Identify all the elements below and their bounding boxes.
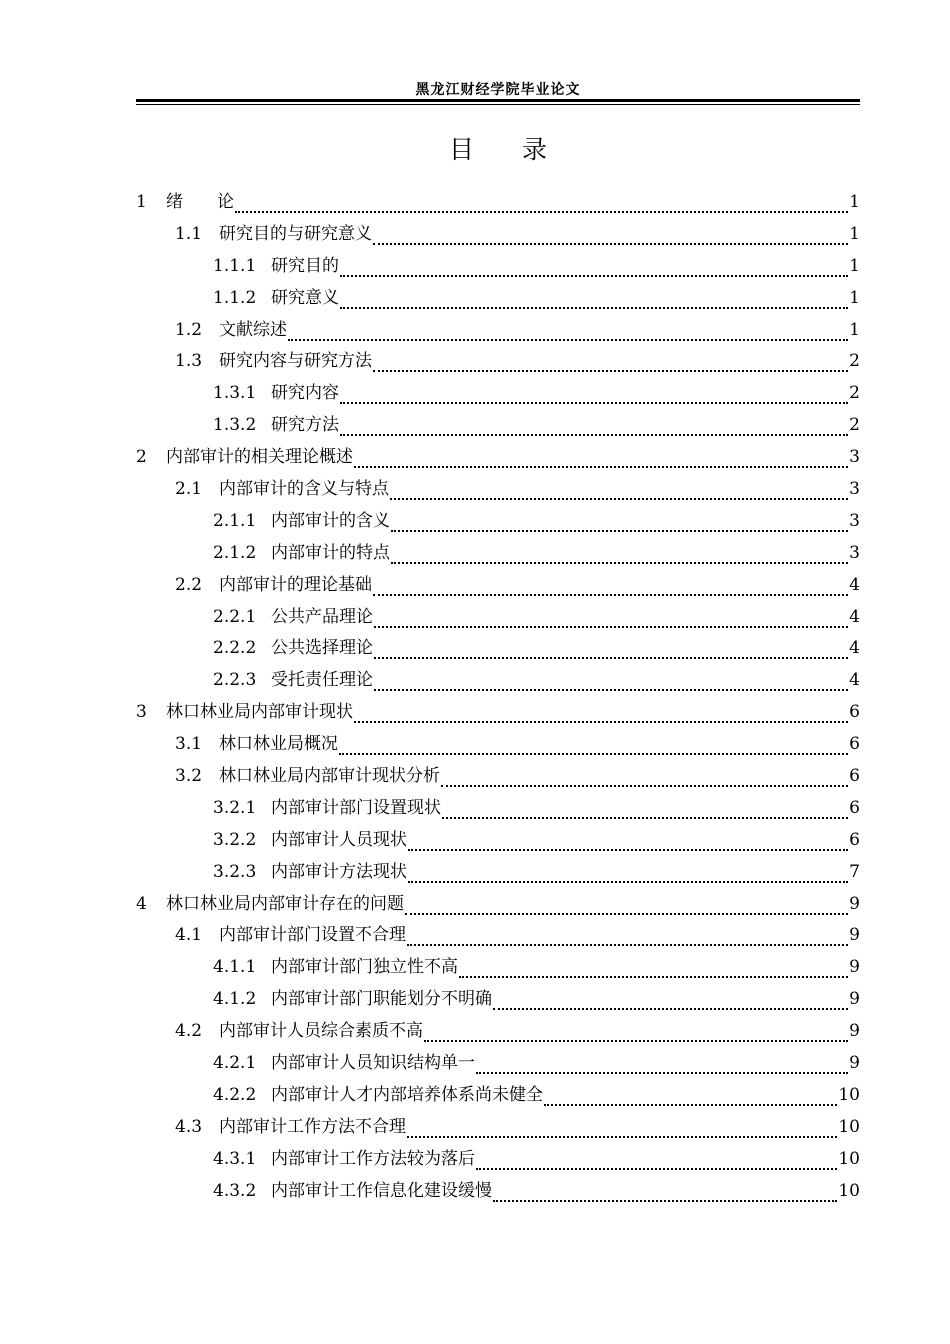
toc-entry[interactable] [136, 1048, 860, 1080]
toc-title-char-1: 目 [448, 135, 474, 164]
toc-entry[interactable] [136, 761, 860, 793]
toc-entry-page: 6 [849, 766, 860, 787]
toc-entry-page: 4 [849, 638, 860, 659]
toc-entry-page: 9 [849, 1021, 860, 1042]
toc-entry-page: 9 [849, 925, 860, 946]
toc-leader-dots [374, 657, 848, 659]
toc-entry[interactable] [136, 283, 860, 315]
toc-entry-page: 2 [849, 383, 860, 404]
toc-entry[interactable] [136, 346, 860, 378]
toc-entry-title: 林口林业局概况 [219, 734, 338, 755]
toc-entry[interactable] [136, 602, 860, 634]
toc-leader-dots [354, 466, 848, 468]
toc-entry-page: 10 [838, 1180, 860, 1201]
toc-entry-title: 内部审计部门设置不合理 [219, 925, 406, 946]
toc-entry-title: 内部审计的理论基础 [219, 574, 372, 595]
toc-entry-number: 4.1.2 [213, 989, 257, 1010]
toc-entry-number: 2.1.2 [213, 542, 257, 563]
toc-entry-page: 1 [849, 223, 860, 244]
toc-entry-number: 1.3.1 [213, 383, 257, 404]
toc-entry-title: 研究目的 [271, 255, 339, 276]
toc-leader-dots [235, 211, 848, 213]
toc-leader-dots [374, 626, 848, 628]
toc-entry-number: 4.1.1 [213, 957, 257, 978]
toc-leader-dots [476, 1072, 848, 1074]
toc-leader-dots [405, 913, 848, 915]
toc-entry-number: 3.1 [175, 734, 203, 755]
toc-leader-dots [442, 817, 848, 819]
toc-leader-dots [493, 1200, 837, 1202]
toc-entry[interactable] [136, 538, 860, 570]
toc-entry-page: 10 [838, 1116, 860, 1137]
toc-entry-number: 1.3 [175, 351, 203, 372]
toc-entry-number: 3.2.1 [213, 797, 257, 818]
toc-entry-number: 1.1.2 [213, 287, 257, 308]
toc-entry-title: 研究意义 [271, 287, 339, 308]
toc-entry-number: 1 [136, 192, 147, 212]
toc-entry-title: 内部审计的含义 [271, 510, 390, 531]
toc-entry[interactable] [136, 984, 860, 1016]
toc-entry-page: 4 [849, 606, 860, 627]
toc-entry-page: 9 [849, 1053, 860, 1074]
toc-entry[interactable] [136, 857, 860, 889]
toc-entry-title: 内部审计人员综合素质不高 [219, 1021, 423, 1042]
toc-leader-dots [288, 339, 848, 341]
toc-entry-number: 2.1.1 [213, 510, 257, 531]
toc-entry[interactable] [136, 825, 860, 857]
toc-entry[interactable] [136, 1112, 860, 1144]
toc-entry-title: 林口林业局内部审计存在的问题 [166, 893, 404, 914]
toc-leader-dots [391, 530, 848, 532]
toc-entry-number: 1.1 [175, 223, 203, 244]
toc-entry-title: 研究内容与研究方法 [219, 351, 372, 372]
toc-entry-title: 文献综述 [219, 319, 287, 340]
toc-entry[interactable] [136, 697, 860, 729]
toc-entry-number: 4.3 [175, 1116, 203, 1137]
toc-entry-page: 6 [849, 702, 860, 723]
toc-entry-page: 3 [849, 479, 860, 500]
header-rule-thick [136, 99, 860, 102]
toc-leader-dots [391, 562, 848, 564]
toc-entry[interactable] [136, 793, 860, 825]
toc-leader-dots [459, 976, 848, 978]
header-rule-thin [136, 104, 860, 105]
toc-entry-number: 2.2.1 [213, 606, 257, 627]
toc-entry-title: 研究内容 [271, 383, 339, 404]
toc-entry-number: 4.2.1 [213, 1053, 257, 1074]
toc-entry[interactable] [136, 729, 860, 761]
toc-entry-title: 内部审计部门职能划分不明确 [271, 989, 492, 1010]
toc-entry-title: 林口林业局内部审计现状分析 [219, 766, 440, 787]
toc-entry-page: 1 [849, 319, 860, 340]
toc-entry-number: 3.2.3 [213, 861, 257, 882]
toc-entry-page: 9 [849, 957, 860, 978]
toc-leader-dots [373, 594, 848, 596]
toc-leader-dots [476, 1168, 837, 1170]
toc-leader-dots [373, 243, 848, 245]
toc-entry-page: 10 [838, 1148, 860, 1169]
toc-entry-number: 4 [136, 893, 147, 914]
toc-entry[interactable] [136, 570, 860, 602]
toc-leader-dots [407, 944, 848, 946]
toc-entry-title: 内部审计人员知识结构单一 [271, 1053, 475, 1074]
toc-entry-title: 内部审计的特点 [271, 542, 390, 563]
toc-entry-number: 4.2.2 [213, 1084, 257, 1105]
toc-entry-number: 1.1.1 [213, 255, 257, 276]
toc-entry[interactable] [136, 1016, 860, 1048]
toc-entry-title: 内部审计工作方法较为落后 [271, 1148, 475, 1169]
toc-entry[interactable] [136, 410, 860, 442]
toc-entry-title: 内部审计人才内部培养体系尚未健全 [271, 1084, 543, 1105]
toc-entry-page: 6 [849, 734, 860, 755]
toc-leader-dots [339, 753, 848, 755]
toc-entry-page: 4 [849, 574, 860, 595]
toc-leader-dots [390, 498, 848, 500]
toc-leader-dots [441, 785, 848, 787]
toc-entry[interactable] [136, 920, 860, 952]
toc-entry-title: 林口林业局内部审计现状 [166, 702, 353, 723]
toc-entry-title: 绪 论 [166, 192, 234, 212]
toc-entry-title: 研究方法 [271, 415, 339, 436]
toc-leader-dots [493, 1008, 848, 1010]
toc-entry-number: 4.2 [175, 1021, 203, 1042]
header-title: 黑龙江财经学院毕业论文 [415, 82, 581, 98]
toc-entry-page: 2 [849, 351, 860, 372]
toc-leader-dots [407, 1136, 837, 1138]
toc-entry-page: 3 [849, 510, 860, 531]
toc-entry[interactable] [136, 1080, 860, 1112]
toc-entry-title: 公共选择理论 [271, 638, 373, 659]
toc-leader-dots [424, 1040, 848, 1042]
toc-leader-dots [408, 881, 848, 883]
toc-entry-number: 1.3.2 [213, 415, 257, 436]
toc-entry[interactable] [136, 219, 860, 251]
toc-entry[interactable] [136, 474, 860, 506]
toc-entry-page: 7 [849, 861, 860, 882]
toc-entry-number: 2.2.2 [213, 638, 257, 659]
toc-leader-dots [544, 1104, 837, 1106]
toc-entry[interactable] [136, 187, 860, 219]
toc-entry-number: 2 [136, 447, 147, 468]
toc-entry[interactable] [136, 1144, 860, 1176]
toc-entry[interactable] [136, 442, 860, 474]
toc-entry-title: 内部审计人员现状 [271, 829, 407, 850]
toc-leader-dots [340, 275, 848, 277]
toc-leader-dots [374, 689, 848, 691]
toc-entry-number: 4.3.2 [213, 1180, 257, 1201]
toc-entry-page: 1 [849, 255, 860, 276]
toc-entry-number: 1.2 [175, 319, 203, 340]
toc-entry[interactable] [136, 315, 860, 347]
toc-entry[interactable] [136, 506, 860, 538]
toc-entry-number: 2.2 [175, 574, 203, 595]
toc-entry-title: 研究目的与研究意义 [219, 223, 372, 244]
toc-leader-dots [408, 849, 848, 851]
toc-entry-page: 3 [849, 447, 860, 468]
toc-entry-number: 3.2.2 [213, 829, 257, 850]
toc-title [136, 130, 860, 170]
table-of-contents [136, 187, 860, 1208]
toc-entry-page: 2 [849, 415, 860, 436]
toc-entry-page: 9 [849, 989, 860, 1010]
toc-leader-dots [373, 370, 848, 372]
toc-entry-title: 内部审计的含义与特点 [219, 479, 389, 500]
toc-entry-title: 受托责任理论 [271, 670, 373, 691]
toc-entry[interactable] [136, 952, 860, 984]
toc-title-char-2: 录 [522, 135, 548, 164]
toc-leader-dots [354, 721, 848, 723]
toc-leader-dots [340, 402, 848, 404]
toc-entry-title: 公共产品理论 [271, 606, 373, 627]
toc-entry-page: 3 [849, 542, 860, 563]
toc-entry[interactable] [136, 665, 860, 697]
toc-entry-number: 2.2.3 [213, 670, 257, 691]
toc-entry-page: 6 [849, 829, 860, 850]
toc-entry-page: 6 [849, 797, 860, 818]
toc-entry-title: 内部审计方法现状 [271, 861, 407, 882]
toc-entry-number: 2.1 [175, 479, 203, 500]
toc-entry-page: 1 [849, 192, 860, 212]
toc-entry[interactable] [136, 633, 860, 665]
toc-entry-number: 4.3.1 [213, 1148, 257, 1169]
toc-entry-title: 内部审计工作方法不合理 [219, 1116, 406, 1137]
toc-entry-title: 内部审计部门独立性不高 [271, 957, 458, 978]
toc-entry-page: 9 [849, 893, 860, 914]
toc-leader-dots [340, 307, 848, 309]
toc-entry[interactable] [136, 1176, 860, 1208]
toc-entry-number: 3 [136, 702, 147, 723]
toc-entry-number: 4.1 [175, 925, 203, 946]
toc-entry-number: 3.2 [175, 766, 203, 787]
toc-entry[interactable] [136, 251, 860, 283]
toc-entry-title: 内部审计部门设置现状 [271, 797, 441, 818]
toc-entry-page: 10 [838, 1084, 860, 1105]
toc-entry[interactable] [136, 889, 860, 921]
toc-entry-title: 内部审计工作信息化建设缓慢 [271, 1180, 492, 1201]
toc-entry-title: 内部审计的相关理论概述 [166, 447, 353, 468]
toc-entry-page: 1 [849, 287, 860, 308]
toc-leader-dots [340, 434, 848, 436]
toc-entry[interactable] [136, 378, 860, 410]
toc-entry-page: 4 [849, 670, 860, 691]
